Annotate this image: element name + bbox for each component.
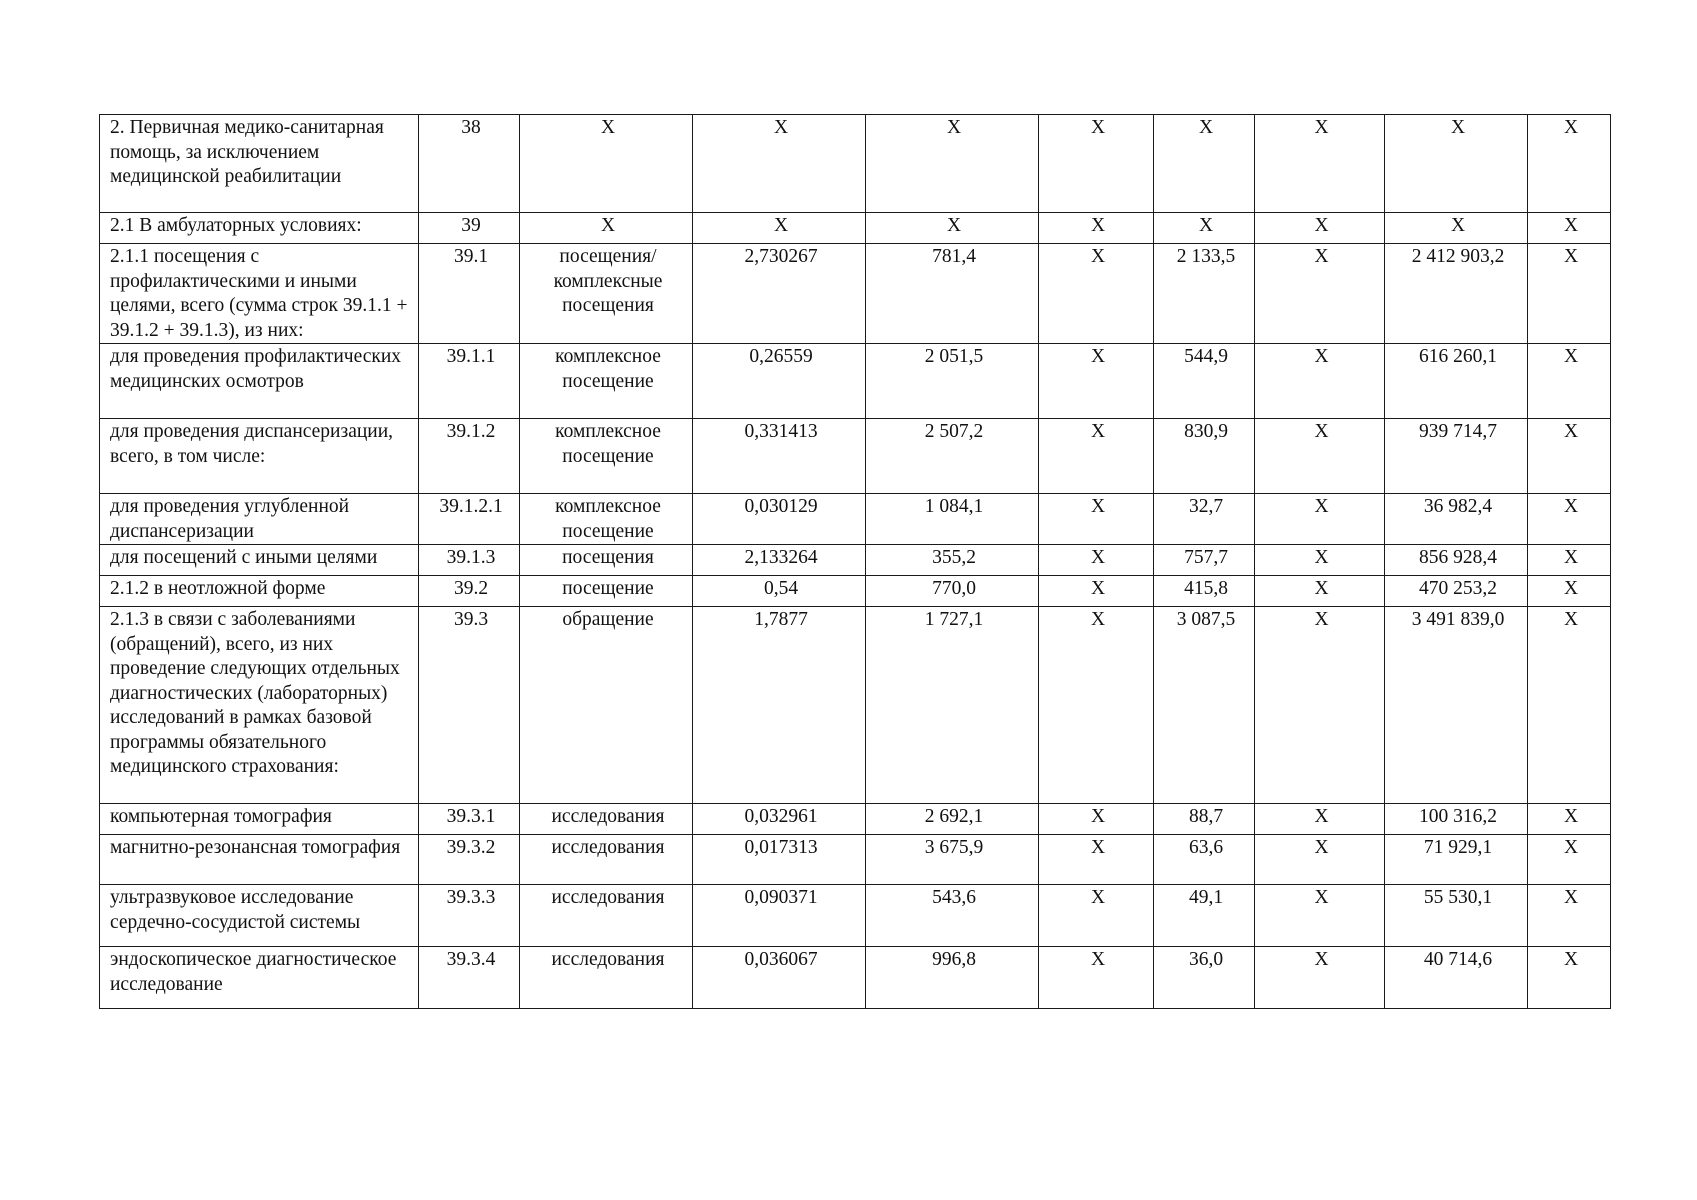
oms-cost-cell <box>1385 344 1528 419</box>
oms-cost-cell <box>1385 885 1528 947</box>
unit-cell <box>520 494 693 545</box>
cost-per-unit-cell-text: 770,0 <box>932 578 976 599</box>
oms-cost-cell-text: 3 491 839,0 <box>1411 609 1505 630</box>
row-name-cell-text: для проведения профилактических медицинских осмотров <box>110 346 402 392</box>
cost-per-unit-cell <box>866 804 1039 835</box>
row-name-cell <box>100 419 419 494</box>
share-cell <box>1528 494 1611 545</box>
norm-volume-cell <box>693 244 866 344</box>
oms-cost-cell <box>1385 545 1528 576</box>
share-cell <box>1528 419 1611 494</box>
row-code-cell-text: 39 <box>461 215 481 236</box>
row-code-cell <box>419 419 520 494</box>
norm-volume-cell-text: 2,730267 <box>744 246 818 267</box>
row-code-cell-text: 39.3.4 <box>446 949 496 970</box>
unit-cell <box>520 607 693 804</box>
cost-per-unit-cell <box>866 607 1039 804</box>
budget-per-capita-cell <box>1039 419 1154 494</box>
oms-per-capita-cell-text: Х <box>1198 117 1214 138</box>
row-code-cell <box>419 947 520 1009</box>
budget-per-capita-cell-text: Х <box>1090 496 1106 517</box>
oms-per-capita-cell <box>1154 344 1255 419</box>
oms-cost-cell <box>1385 835 1528 885</box>
table-row <box>100 115 1611 213</box>
norm-volume-cell-text: 0,036067 <box>744 949 818 970</box>
oms-cost-cell <box>1385 213 1528 244</box>
budget-cost-cell-text: Х <box>1314 421 1329 442</box>
budget-per-capita-cell <box>1039 244 1154 344</box>
row-code-cell-text: 39.3 <box>453 609 489 630</box>
row-code-cell-text: 39.1.2 <box>446 421 496 442</box>
budget-cost-cell-text: Х <box>1314 117 1329 138</box>
cost-per-unit-cell-text: Х <box>946 117 962 138</box>
oms-cost-cell-text: 55 530,1 <box>1423 887 1493 908</box>
unit-cell-text: посещения <box>562 547 654 568</box>
share-cell <box>1528 344 1611 419</box>
row-name-cell <box>100 494 419 545</box>
row-name-cell-text: для проведения углубленной диспансеризации <box>110 496 350 542</box>
row-name-cell-text: 2.1.2 в неотложной форме <box>110 578 326 599</box>
budget-cost-cell <box>1255 494 1385 545</box>
row-code-cell-text: 39.3.3 <box>446 887 496 908</box>
cost-per-unit-cell <box>866 576 1039 607</box>
unit-cell <box>520 244 693 344</box>
norm-volume-cell <box>693 419 866 494</box>
oms-per-capita-cell <box>1154 419 1255 494</box>
table-row <box>100 419 1611 494</box>
row-name-cell-text: для проведения диспансеризации, всего, в том числе: <box>110 421 394 467</box>
cost-per-unit-cell <box>866 545 1039 576</box>
oms-cost-cell <box>1385 419 1528 494</box>
oms-per-capita-cell <box>1154 835 1255 885</box>
cost-per-unit-cell-text: 2 507,2 <box>924 421 984 442</box>
row-code-cell <box>419 213 520 244</box>
norm-volume-cell <box>693 115 866 213</box>
row-name-cell <box>100 835 419 885</box>
oms-cost-cell <box>1385 115 1528 213</box>
row-name-cell <box>100 804 419 835</box>
budget-per-capita-cell <box>1039 545 1154 576</box>
oms-cost-cell-text: 939 714,7 <box>1419 421 1497 442</box>
budget-per-capita-cell <box>1039 213 1154 244</box>
row-name-cell <box>100 115 419 213</box>
oms-per-capita-cell <box>1154 607 1255 804</box>
norm-volume-cell-text: 0,54 <box>763 578 799 599</box>
row-name-cell-text: ультразвуковое исследование сердечно-сосудистой системы <box>110 887 361 933</box>
share-cell <box>1528 885 1611 947</box>
oms-per-capita-cell-text: 49,1 <box>1188 887 1224 908</box>
share-cell-text: Х <box>1563 806 1579 827</box>
cost-per-unit-cell <box>866 885 1039 947</box>
table-row <box>100 804 1611 835</box>
row-name-cell-text: эндоскопическое диагностическое исследование <box>110 949 397 995</box>
oms-per-capita-cell-text: 88,7 <box>1188 806 1224 827</box>
budget-cost-cell-text: Х <box>1314 609 1329 630</box>
budget-cost-cell <box>1255 419 1385 494</box>
row-code-cell <box>419 885 520 947</box>
row-code-cell <box>419 494 520 545</box>
row-code-cell <box>419 344 520 419</box>
norm-volume-cell-text: 0,26559 <box>749 346 813 367</box>
cost-per-unit-cell-text: 1 084,1 <box>924 496 984 517</box>
norm-volume-cell-text: 0,331413 <box>744 421 818 442</box>
norm-volume-cell-text: 0,090371 <box>744 887 818 908</box>
unit-cell <box>520 419 693 494</box>
oms-cost-cell-text: 616 260,1 <box>1419 346 1497 367</box>
budget-cost-cell-text: Х <box>1314 837 1329 858</box>
oms-per-capita-cell-text: 757,7 <box>1184 547 1228 568</box>
unit-cell <box>520 835 693 885</box>
budget-per-capita-cell-text: Х <box>1090 609 1106 630</box>
budget-cost-cell <box>1255 115 1385 213</box>
oms-cost-cell-text: 856 928,4 <box>1419 547 1497 568</box>
norm-volume-cell <box>693 494 866 545</box>
budget-per-capita-cell-text: Х <box>1090 117 1106 138</box>
budget-cost-cell <box>1255 835 1385 885</box>
budget-cost-cell <box>1255 213 1385 244</box>
budget-cost-cell-text: Х <box>1314 887 1329 908</box>
share-cell <box>1528 835 1611 885</box>
oms-per-capita-cell <box>1154 545 1255 576</box>
table-row <box>100 947 1611 1009</box>
row-code-cell <box>419 804 520 835</box>
oms-cost-cell-text: 470 253,2 <box>1419 578 1497 599</box>
oms-cost-cell-text: Х <box>1450 215 1466 236</box>
unit-cell <box>520 213 693 244</box>
oms-per-capita-cell-text: 32,7 <box>1188 496 1224 517</box>
medical-care-volume-table <box>99 114 1611 1009</box>
share-cell <box>1528 607 1611 804</box>
oms-cost-cell-text: 71 929,1 <box>1423 837 1493 858</box>
oms-per-capita-cell-text: 830,9 <box>1184 421 1228 442</box>
budget-cost-cell <box>1255 607 1385 804</box>
row-name-cell-text: 2.1.3 в связи с заболеваниями (обращений), всего, из них проведение следующих отдельных диагностических (лабораторных) исследований в рамках базовой программы обязательного медицинского страхования: <box>110 609 400 777</box>
cost-per-unit-cell <box>866 494 1039 545</box>
share-cell-text: Х <box>1563 496 1579 517</box>
budget-cost-cell <box>1255 545 1385 576</box>
cost-per-unit-cell-text: 3 675,9 <box>924 837 984 858</box>
row-code-cell-text: 38 <box>461 117 481 138</box>
norm-volume-cell <box>693 947 866 1009</box>
oms-per-capita-cell-text: 2 133,5 <box>1176 246 1236 267</box>
unit-cell-text: исследования <box>551 887 665 908</box>
share-cell-text: Х <box>1563 215 1579 236</box>
budget-cost-cell-text: Х <box>1314 215 1329 236</box>
budget-per-capita-cell <box>1039 607 1154 804</box>
unit-cell-text: обращение <box>562 609 654 630</box>
cost-per-unit-cell <box>866 344 1039 419</box>
unit-cell-text: посещение <box>562 578 654 599</box>
share-cell-text: Х <box>1563 837 1579 858</box>
table-row <box>100 244 1611 344</box>
row-code-cell <box>419 835 520 885</box>
oms-per-capita-cell <box>1154 804 1255 835</box>
norm-volume-cell <box>693 804 866 835</box>
budget-per-capita-cell <box>1039 947 1154 1009</box>
budget-per-capita-cell <box>1039 885 1154 947</box>
row-code-cell-text: 39.2 <box>453 578 489 599</box>
oms-per-capita-cell <box>1154 494 1255 545</box>
budget-per-capita-cell <box>1039 115 1154 213</box>
norm-volume-cell-text: 1,7877 <box>754 609 808 630</box>
table-row <box>100 607 1611 804</box>
cost-per-unit-cell <box>866 835 1039 885</box>
row-name-cell-text: 2. Первичная медико-санитарная помощь, за исключением медицинской реабилитации <box>110 117 384 187</box>
share-cell-text: Х <box>1563 949 1579 970</box>
oms-per-capita-cell <box>1154 885 1255 947</box>
share-cell <box>1528 947 1611 1009</box>
oms-per-capita-cell <box>1154 213 1255 244</box>
oms-cost-cell <box>1385 244 1528 344</box>
row-code-cell-text: 39.3.2 <box>446 837 496 858</box>
budget-cost-cell <box>1255 244 1385 344</box>
budget-per-capita-cell <box>1039 494 1154 545</box>
share-cell <box>1528 576 1611 607</box>
budget-cost-cell <box>1255 947 1385 1009</box>
share-cell-text: Х <box>1563 547 1579 568</box>
oms-cost-cell-text: 36 982,4 <box>1423 496 1493 517</box>
row-name-cell-text: 2.1 В амбулаторных условиях: <box>110 215 362 236</box>
oms-cost-cell-text: Х <box>1450 117 1466 138</box>
share-cell-text: Х <box>1563 346 1579 367</box>
norm-volume-cell-text: 0,032961 <box>744 806 818 827</box>
row-name-cell-text: магнитно-резонансная томография <box>110 837 401 858</box>
oms-per-capita-cell-text: 544,9 <box>1184 346 1228 367</box>
budget-cost-cell <box>1255 344 1385 419</box>
cost-per-unit-cell <box>866 244 1039 344</box>
row-code-cell <box>419 576 520 607</box>
cost-per-unit-cell <box>866 213 1039 244</box>
cost-per-unit-cell <box>866 419 1039 494</box>
share-cell-text: Х <box>1563 887 1579 908</box>
unit-cell-text: Х <box>600 215 616 236</box>
budget-cost-cell <box>1255 885 1385 947</box>
budget-per-capita-cell-text: Х <box>1090 421 1106 442</box>
budget-cost-cell-text: Х <box>1314 949 1329 970</box>
unit-cell <box>520 885 693 947</box>
unit-cell <box>520 545 693 576</box>
row-name-cell-text: компьютерная томография <box>110 806 332 827</box>
unit-cell <box>520 344 693 419</box>
unit-cell-text: исследования <box>551 837 665 858</box>
cost-per-unit-cell-text: 781,4 <box>932 246 976 267</box>
unit-cell-text: посещения/ комплексные посещения <box>553 246 663 316</box>
budget-per-capita-cell-text: Х <box>1090 246 1106 267</box>
budget-per-capita-cell <box>1039 576 1154 607</box>
cost-per-unit-cell-text: 1 727,1 <box>924 609 984 630</box>
row-name-cell <box>100 545 419 576</box>
table-row <box>100 545 1611 576</box>
share-cell <box>1528 115 1611 213</box>
share-cell <box>1528 545 1611 576</box>
cost-per-unit-cell-text: 996,8 <box>932 949 976 970</box>
row-code-cell-text: 39.1 <box>453 246 489 267</box>
budget-per-capita-cell <box>1039 835 1154 885</box>
row-name-cell <box>100 947 419 1009</box>
budget-cost-cell-text: Х <box>1314 496 1329 517</box>
norm-volume-cell <box>693 344 866 419</box>
cost-per-unit-cell <box>866 115 1039 213</box>
unit-cell <box>520 115 693 213</box>
norm-volume-cell <box>693 885 866 947</box>
budget-per-capita-cell-text: Х <box>1090 887 1106 908</box>
row-name-cell <box>100 576 419 607</box>
budget-per-capita-cell-text: Х <box>1090 806 1106 827</box>
share-cell <box>1528 213 1611 244</box>
row-code-cell <box>419 244 520 344</box>
unit-cell-text: исследования <box>551 949 665 970</box>
oms-per-capita-cell-text: 415,8 <box>1184 578 1228 599</box>
unit-cell-text: Х <box>600 117 616 138</box>
unit-cell-text: комплексное посещение <box>555 346 661 392</box>
norm-volume-cell <box>693 607 866 804</box>
unit-cell <box>520 576 693 607</box>
budget-cost-cell-text: Х <box>1314 547 1329 568</box>
cost-per-unit-cell-text: 543,6 <box>932 887 976 908</box>
oms-cost-cell-text: 2 412 903,2 <box>1411 246 1505 267</box>
budget-cost-cell-text: Х <box>1314 246 1329 267</box>
budget-cost-cell-text: Х <box>1314 806 1329 827</box>
budget-cost-cell-text: Х <box>1314 578 1329 599</box>
table-row <box>100 213 1611 244</box>
norm-volume-cell <box>693 545 866 576</box>
budget-per-capita-cell <box>1039 804 1154 835</box>
share-cell <box>1528 804 1611 835</box>
unit-cell-text: исследования <box>551 806 665 827</box>
table-row <box>100 494 1611 545</box>
share-cell-text: Х <box>1563 609 1579 630</box>
oms-per-capita-cell <box>1154 115 1255 213</box>
norm-volume-cell-text: 2,133264 <box>744 547 818 568</box>
budget-cost-cell <box>1255 804 1385 835</box>
budget-per-capita-cell-text: Х <box>1090 578 1106 599</box>
oms-cost-cell-text: 40 714,6 <box>1423 949 1493 970</box>
row-name-cell-text: для посещений с иными целями <box>110 547 378 568</box>
oms-cost-cell <box>1385 804 1528 835</box>
oms-cost-cell-text: 100 316,2 <box>1419 806 1497 827</box>
unit-cell-text: комплексное посещение <box>555 421 661 467</box>
row-code-cell-text: 39.1.3 <box>446 547 496 568</box>
oms-cost-cell <box>1385 494 1528 545</box>
oms-per-capita-cell-text: 3 087,5 <box>1176 609 1236 630</box>
norm-volume-cell <box>693 213 866 244</box>
oms-per-capita-cell <box>1154 244 1255 344</box>
row-name-cell <box>100 607 419 804</box>
oms-cost-cell <box>1385 576 1528 607</box>
row-code-cell-text: 39.1.2.1 <box>439 496 503 517</box>
share-cell-text: Х <box>1563 246 1579 267</box>
row-code-cell-text: 39.3.1 <box>446 806 496 827</box>
row-code-cell <box>419 115 520 213</box>
unit-cell <box>520 947 693 1009</box>
budget-per-capita-cell-text: Х <box>1090 346 1106 367</box>
oms-per-capita-cell <box>1154 576 1255 607</box>
cost-per-unit-cell-text: 355,2 <box>932 547 976 568</box>
cost-per-unit-cell <box>866 947 1039 1009</box>
cost-per-unit-cell-text: Х <box>946 215 962 236</box>
norm-volume-cell-text: Х <box>773 215 789 236</box>
row-name-cell <box>100 885 419 947</box>
oms-per-capita-cell <box>1154 947 1255 1009</box>
oms-cost-cell <box>1385 947 1528 1009</box>
budget-per-capita-cell-text: Х <box>1090 215 1106 236</box>
table-body <box>100 115 1611 1009</box>
norm-volume-cell <box>693 576 866 607</box>
norm-volume-cell-text: Х <box>773 117 789 138</box>
budget-per-capita-cell-text: Х <box>1090 837 1106 858</box>
oms-per-capita-cell-text: Х <box>1198 215 1214 236</box>
cost-per-unit-cell-text: 2 692,1 <box>924 806 984 827</box>
share-cell-text: Х <box>1563 421 1579 442</box>
oms-per-capita-cell-text: 63,6 <box>1188 837 1224 858</box>
cost-per-unit-cell-text: 2 051,5 <box>924 346 984 367</box>
budget-per-capita-cell <box>1039 344 1154 419</box>
row-code-cell <box>419 607 520 804</box>
share-cell-text: Х <box>1563 578 1579 599</box>
budget-per-capita-cell-text: Х <box>1090 949 1106 970</box>
table-row <box>100 344 1611 419</box>
row-code-cell <box>419 545 520 576</box>
row-name-cell <box>100 244 419 344</box>
norm-volume-cell-text: 0,030129 <box>744 496 818 517</box>
table-row <box>100 576 1611 607</box>
row-name-cell-text: 2.1.1 посещения с профилактическими и иными целями, всего (сумма строк 39.1.1 + 39.1.2 + 39.1.3), из них: <box>110 246 408 341</box>
budget-cost-cell <box>1255 576 1385 607</box>
share-cell <box>1528 244 1611 344</box>
oms-cost-cell <box>1385 607 1528 804</box>
row-name-cell <box>100 213 419 244</box>
budget-per-capita-cell-text: Х <box>1090 547 1106 568</box>
share-cell-text: Х <box>1563 117 1579 138</box>
unit-cell <box>520 804 693 835</box>
budget-cost-cell-text: Х <box>1314 346 1329 367</box>
norm-volume-cell <box>693 835 866 885</box>
row-name-cell <box>100 344 419 419</box>
unit-cell-text: комплексное посещение <box>555 496 661 542</box>
table-row <box>100 885 1611 947</box>
table-row <box>100 835 1611 885</box>
row-code-cell-text: 39.1.1 <box>446 346 496 367</box>
norm-volume-cell-text: 0,017313 <box>744 837 818 858</box>
oms-per-capita-cell-text: 36,0 <box>1188 949 1224 970</box>
